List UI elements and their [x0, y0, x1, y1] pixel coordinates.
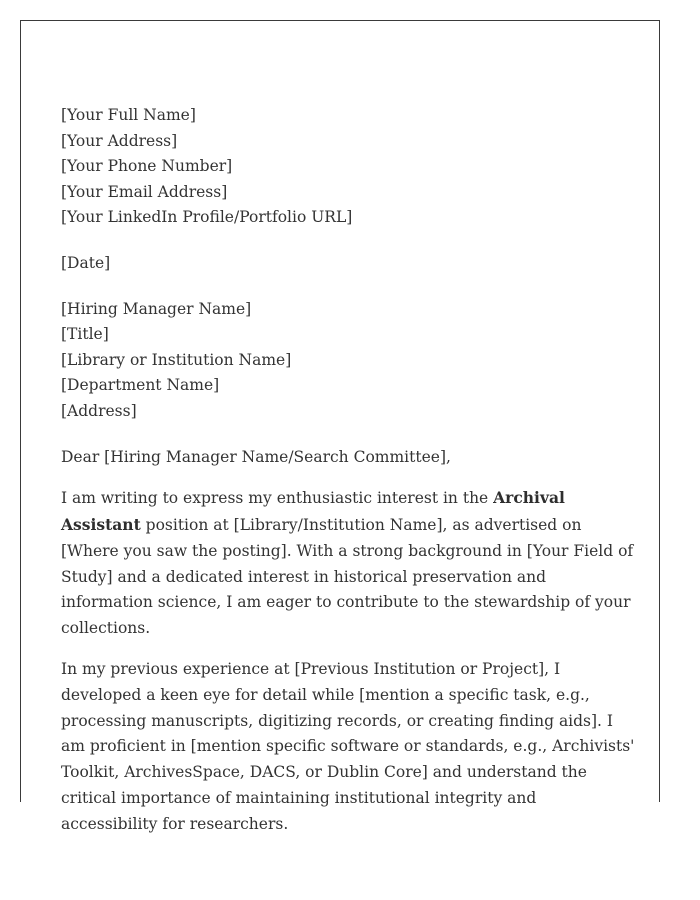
body-paragraph-1	[61, 485, 636, 642]
letter-body	[61, 103, 636, 837]
paragraph-1-lead: I am writing to express my enthusiastic interest in the	[61, 489, 494, 508]
recipient-block	[61, 297, 636, 425]
sender-block	[61, 103, 636, 231]
letter-page	[20, 20, 660, 833]
letter-date: [Date]	[61, 253, 111, 272]
body-paragraph-2: In my previous experience at [Previous Institution or Project], I developed a keen eye for detail while [mention a specific task, e.g., processing manuscripts, digitizing records, or creating finding aids]. I am proficient in [mention specific software or standards, e.g., Archivists' Toolkit, ArchivesSpace, DACS, or Dublin Core] and understand the critical importance of maintaining institutional integrity and accessibility for researchers.	[61, 659, 635, 833]
sender-profile-url: [Your LinkedIn Profile/Portfolio URL]	[61, 208, 353, 227]
recipient-institution: [Library or Institution Name]	[61, 350, 292, 369]
job-title-bold: Archival Assistant	[61, 488, 565, 534]
sender-phone: [Your Phone Number]	[61, 157, 233, 176]
sender-email: [Your Email Address]	[61, 182, 228, 201]
recipient-name: [Hiring Manager Name]	[61, 299, 252, 318]
recipient-department: [Department Name]	[61, 376, 220, 395]
sender-address: [Your Address]	[61, 131, 178, 150]
recipient-title: [Title]	[61, 325, 109, 344]
salutation: Dear [Hiring Manager Name/Search Committee],	[61, 447, 451, 466]
paragraph-1-rest: position at [Library/Institution Name], as advertised on [Where you saw the posting]. With a strong background in [Your Field of Study] and a dedicated interest in historical preservation and information science, I am eager to contribute to the stewardship of your collections.	[61, 515, 634, 638]
recipient-address: [Address]	[61, 401, 137, 420]
sender-name: [Your Full Name]	[61, 106, 196, 124]
